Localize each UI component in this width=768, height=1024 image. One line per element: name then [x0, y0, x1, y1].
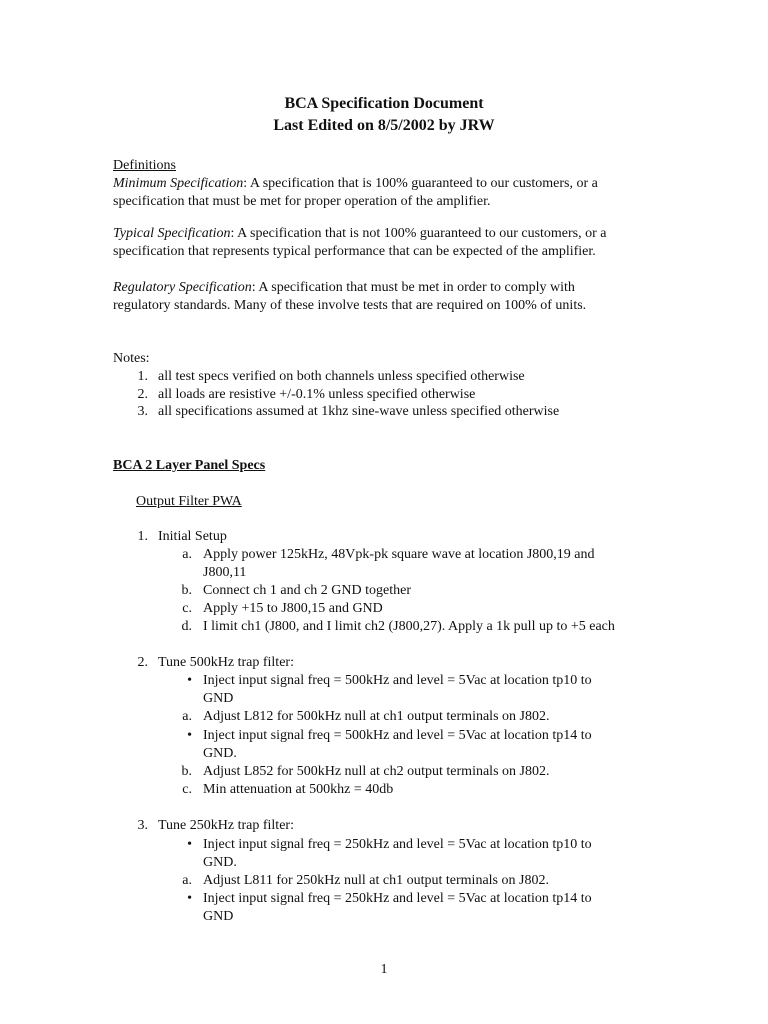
step-item: Inject input signal freq = 250kHz and level = 5Vac at location tp14 to: [203, 891, 592, 906]
step-item: Inject input signal freq = 250kHz and level = 5Vac at location tp10 to: [203, 837, 592, 852]
note-item: all test specs verified on both channels unless specified otherwise: [158, 369, 525, 384]
definition-minimum: [113, 175, 673, 211]
definition-text: : A specification that is not 100% guaranteed to our customers, or a: [230, 226, 607, 241]
definition-regulatory: [113, 279, 673, 315]
step-title: Tune 500kHz trap filter:: [158, 655, 294, 670]
page-number: 1: [380, 962, 388, 977]
definition-text: : A specification that must be met in order to comply with: [251, 280, 575, 295]
bullet-marker: •: [187, 891, 192, 906]
step-item: J800,11: [203, 565, 247, 580]
list-marker: 2.: [137, 655, 148, 670]
document-title: BCA Specification Document: [284, 95, 484, 112]
bullet-marker: •: [187, 673, 192, 688]
step-title: Tune 250kHz trap filter:: [158, 818, 294, 833]
note-item: all loads are resistive +/-0.1% unless specified otherwise: [158, 387, 476, 402]
definition-text: : A specification that is 100% guaranteed to our customers, or a: [243, 176, 598, 191]
list-marker: a.: [182, 547, 192, 562]
step-item: I limit ch1 (J800, and I limit ch2 (J800,27). Apply a 1k pull up to +5 each: [203, 619, 615, 634]
list-marker: c.: [182, 782, 192, 797]
bullet-marker: •: [187, 837, 192, 852]
list-marker: b.: [181, 583, 192, 598]
definitions-heading: Definitions: [113, 158, 176, 173]
step-item: GND: [203, 691, 234, 706]
list-marker: c.: [182, 601, 192, 616]
definition-text: regulatory standards. Many of these involve tests that are required on 100% of units.: [113, 298, 587, 313]
bullet-marker: •: [187, 728, 192, 743]
step-title: Initial Setup: [158, 529, 227, 544]
step-item: Connect ch 1 and ch 2 GND together: [203, 583, 411, 598]
step-item: Apply power 125kHz, 48Vpk-pk square wave at location J800,19 and: [203, 547, 595, 562]
list-marker: 3.: [137, 818, 148, 833]
list-marker: 3.: [137, 404, 148, 419]
list-marker: 1.: [137, 529, 148, 544]
step-item: GND: [203, 909, 234, 924]
list-marker: b.: [181, 764, 192, 779]
step-item: GND.: [203, 746, 237, 761]
definition-typical: [113, 225, 673, 261]
note-item: all specifications assumed at 1khz sine-wave unless specified otherwise: [158, 404, 560, 419]
definition-term: Typical Specification: [113, 226, 231, 241]
subsection-heading: Output Filter PWA: [136, 494, 242, 509]
definition-text: specification that must be met for proper operation of the amplifier.: [113, 194, 491, 209]
step-item: Inject input signal freq = 500kHz and level = 5Vac at location tp14 to: [203, 728, 592, 743]
step-item: Adjust L812 for 500kHz null at ch1 output terminals on J802.: [203, 709, 550, 724]
definition-text: specification that represents typical performance that can be expected of the amplifier.: [113, 244, 596, 259]
step-item: Adjust L852 for 500kHz null at ch2 output terminals on J802.: [203, 764, 550, 779]
definition-term: Minimum Specification: [113, 176, 244, 191]
step-item: Adjust L811 for 250kHz null at ch1 output terminals on J802.: [203, 873, 549, 888]
list-marker: 2.: [137, 387, 148, 402]
section-heading: BCA 2 Layer Panel Specs: [113, 458, 266, 473]
step-item: Apply +15 to J800,15 and GND: [203, 601, 383, 616]
list-marker: 1.: [137, 369, 148, 384]
list-marker: a.: [182, 709, 192, 724]
list-marker: a.: [182, 873, 192, 888]
list-marker: d.: [181, 619, 192, 634]
definition-term: Regulatory Specification: [113, 280, 252, 295]
step-item: Min attenuation at 500khz = 40db: [203, 782, 394, 797]
step-item: GND.: [203, 855, 237, 870]
notes-heading: Notes:: [113, 351, 150, 366]
document-subtitle: Last Edited on 8/5/2002 by JRW: [273, 117, 495, 134]
step-item: Inject input signal freq = 500kHz and level = 5Vac at location tp10 to: [203, 673, 592, 688]
